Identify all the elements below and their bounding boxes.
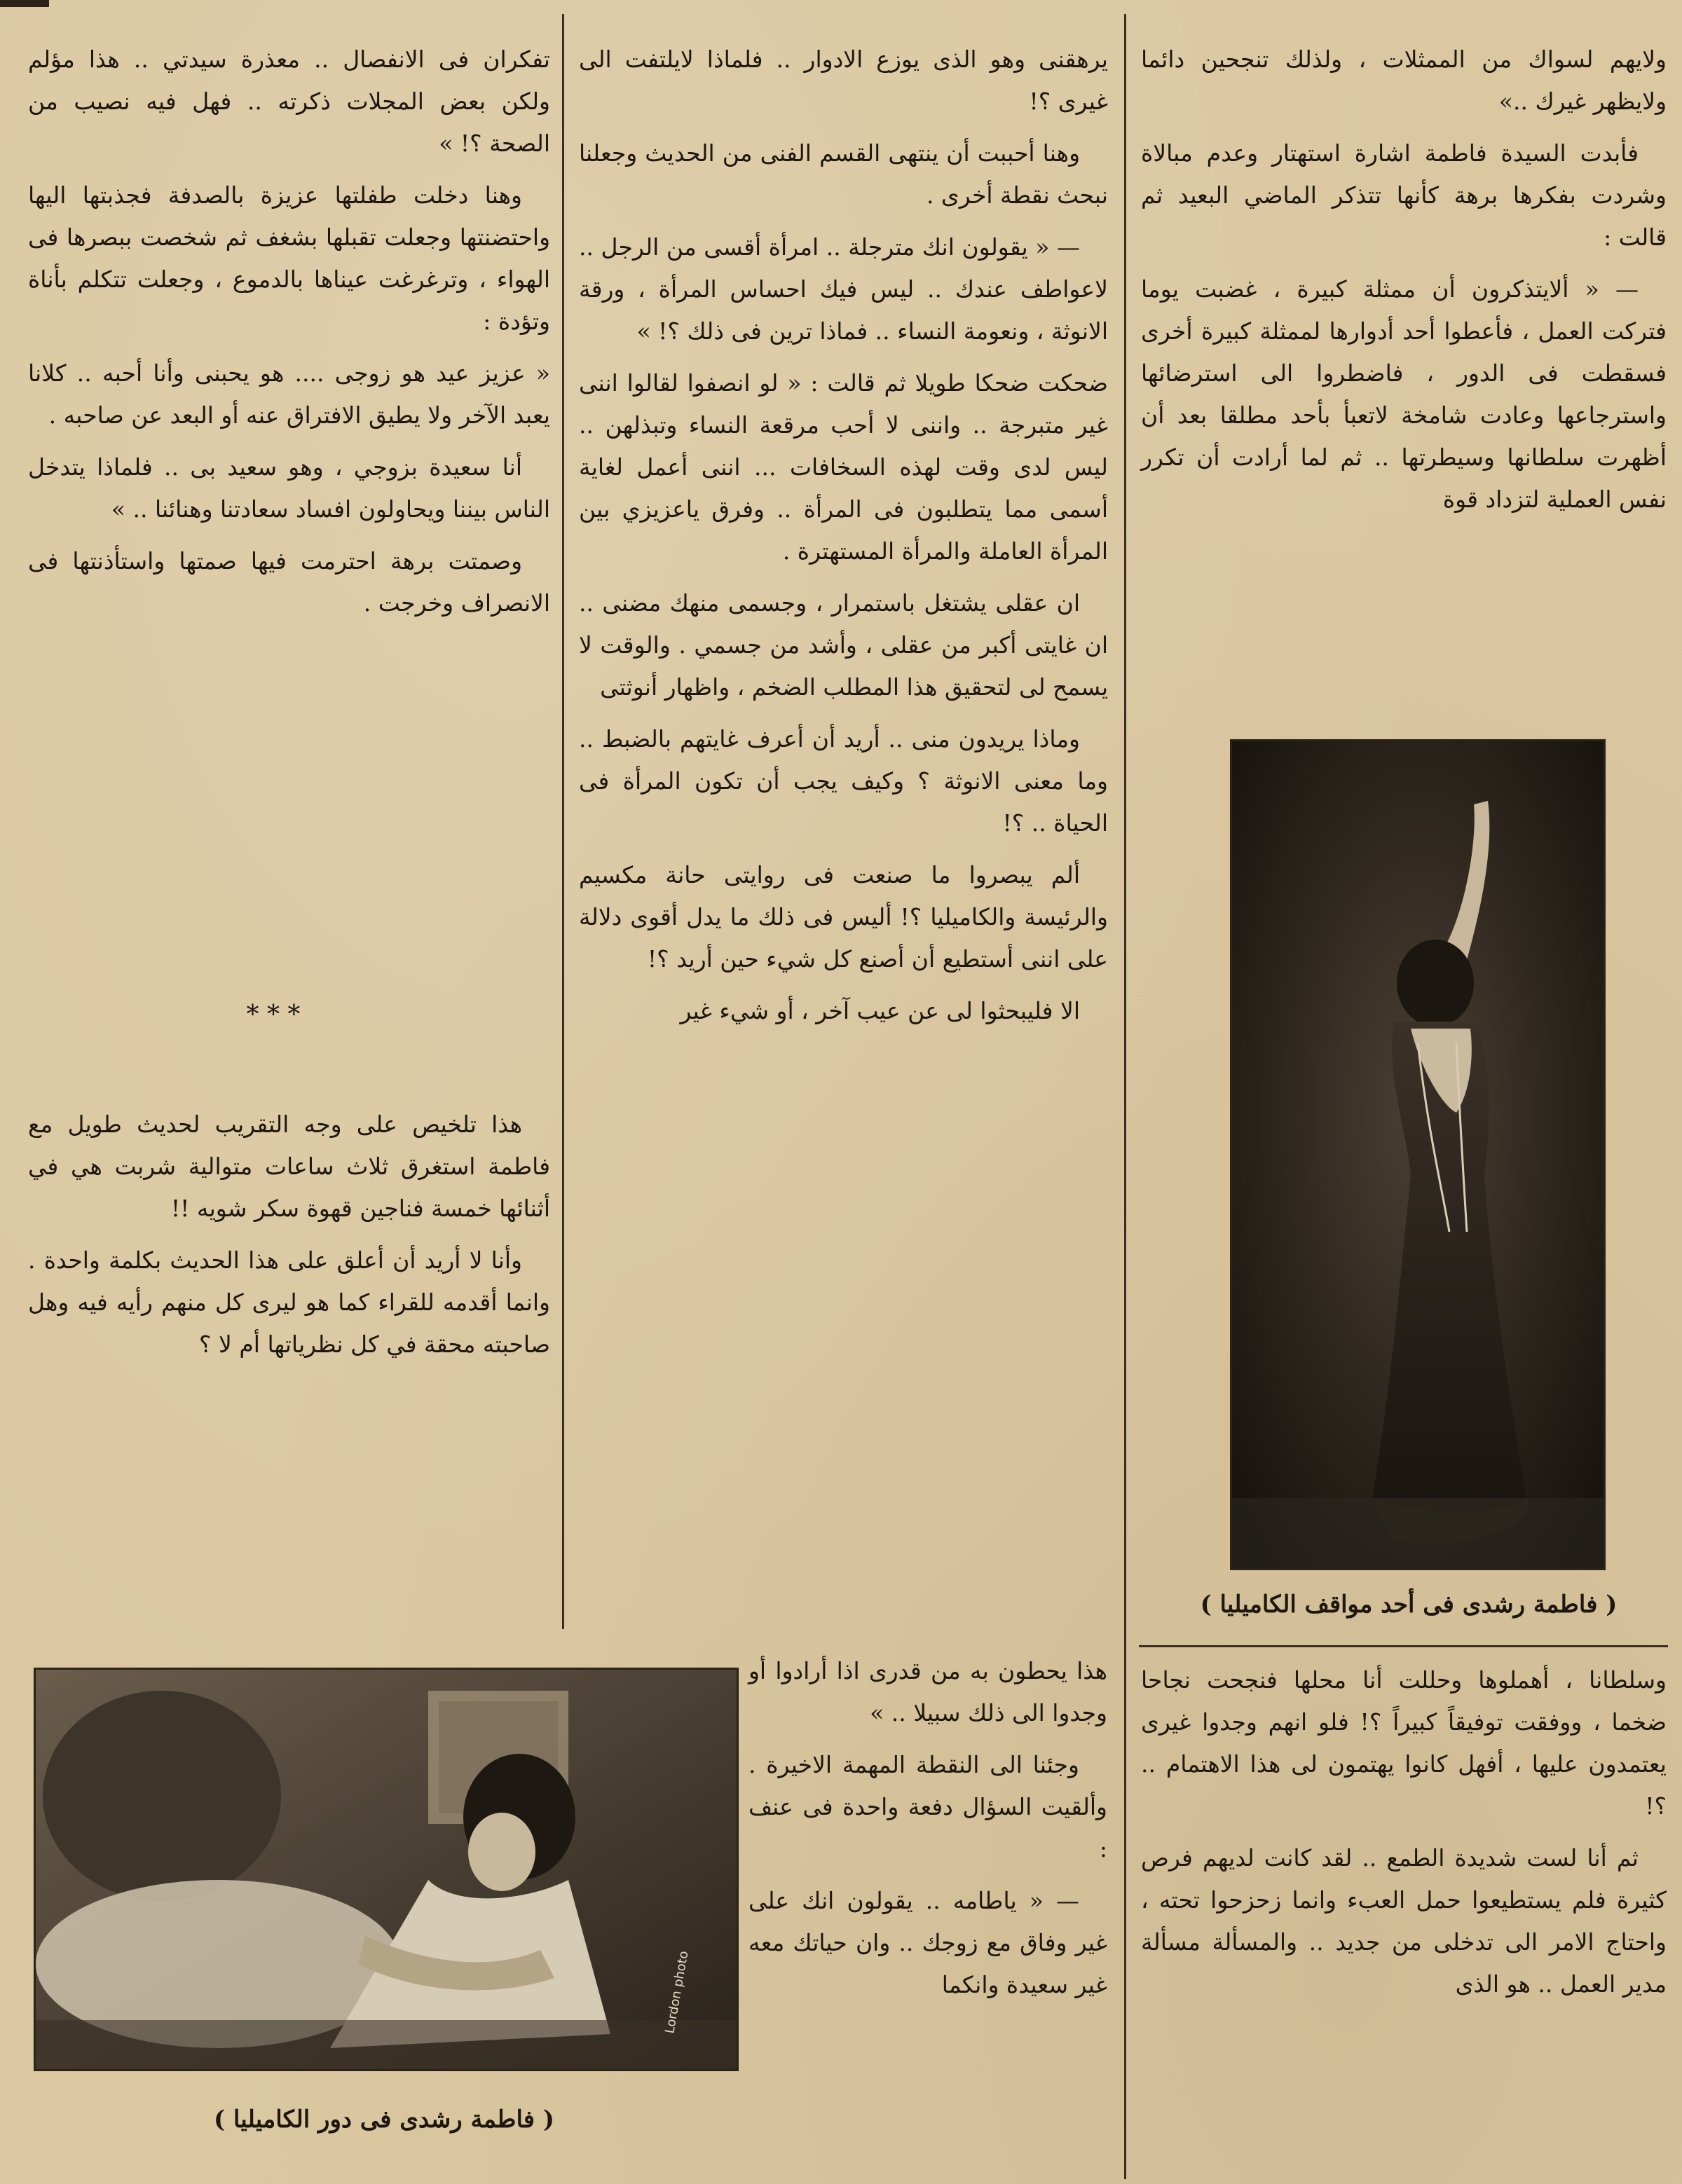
column-middle-bottom: [748, 1650, 1107, 2016]
paragraph: وجئنا الى النقطة المهمة الاخيرة . وألقيت السؤال دفعة واحدة فى عنف :: [748, 1751, 1107, 1862]
paragraph: أنا سعيدة بزوجي ، وهو سعيد بى .. فلماذا يتدخل الناس بيننا ويحاولون افساد سعادتنا وهنائنا .. »: [28, 453, 550, 523]
paragraph: وأنا لا أريد أن أعلق على هذا الحديث بكلمة واحدة . وانما أقدمه للقراء كما هو ليرى كل منهم رأيه فيه وهل صاحبته محقة في كل نظرياتها أم لا ؟: [28, 1246, 550, 1358]
photo-image: [1232, 741, 1604, 1568]
rule-under-photo-caption: [1139, 1645, 1668, 1647]
photo-camellia-scene: [1230, 739, 1606, 1570]
paragraph: ضحكت ضحكا طويلا ثم قالت : « لو انصفوا لقالوا اننى غير متبرجة .. واننى لا أحب مرقعة النساء وتبذلهن .. ليس لدى وقت لهذه السخافات ... اننى أعمل لغاية أسمى مما يتطلبون فى المرأة .. وفرق ياعزيزي بين المرأة العاملة والمرأة المستهترة .: [579, 369, 1108, 565]
paragraph: ان عقلى يشتغل باستمرار ، وجسمى منهك مضنى .. ان غايتى أكبر من عقلى ، وأشد من جسمي . والوقت لا يسمح لى لتحقيق هذا المطلب الضخم ، واظهار أنوثتى: [579, 589, 1108, 701]
paragraph: الا فليبحثوا لى عن عيب آخر ، أو شيء غير: [680, 997, 1080, 1024]
photo-caption-left: ( فاطمة رشدى فى دور الكاميليا ): [214, 2106, 554, 2134]
photo-caption-right: ( فاطمة رشدى فى أحد مواقف الكاميليا ): [1200, 1591, 1618, 1619]
page-edge-mark: [0, 0, 49, 7]
paragraph: وهنا دخلت طفلتها عزيزة بالصدفة فجذبتها اليها واحتضنتها وجعلت تقبلها بشغف ثم شخصت ببصرها فى الهواء ، وترغرغت عيناها بالدموع ، وجعلت تتكلم بأناة وتؤدة :: [28, 181, 550, 335]
paragraph: تفكران فى الانفصال .. معذرة سيدتي .. هذا مؤلم ولكن بعض المجلات ذكرته .. فهل فيه نصيب من الصحة ؟! »: [28, 46, 550, 157]
paragraph: وماذا يريدون منى .. أريد أن أعرف غايتهم بالضبط .. وما معنى الانوثة ؟ وكيف يجب أن تكون المرأة فى الحياة .. ؟!: [579, 725, 1108, 837]
paragraph: ثم أنا لست شديدة الطمع .. لقد كانت لديهم فرص كثيرة فلم يستطيعوا حمل العبء وانما زحزحوا تحته ، واحتاج الامر الى تدخلى من جديد .. والمسألة مسألة مدير العمل .. هو الذى: [1141, 1844, 1667, 1998]
column-middle-top: [579, 39, 1108, 1042]
paragraph: وصمتت برهة احترمت فيها صمتها واستأذنتها فى الانصراف وخرجت .: [28, 547, 550, 617]
column-left: [28, 39, 550, 634]
paragraph: هذا يحطون به من قدرى اذا أرادوا أو وجدوا الى ذلك سبيلا .. »: [748, 1657, 1107, 1726]
column-rule-right: [1124, 14, 1126, 2179]
photo-image: [36, 1670, 737, 2069]
paragraph: وسلطانا ، أهملوها وحللت أنا محلها فنجحت نجاحا ضخما ، ووفقت توفيقاً كبيراً ؟! فلو انهم وجدوا غيرى يعتمدون عليها ، أفهل كانوا يهتمون لى هذا الاهتمام .. ؟!: [1141, 1666, 1667, 1820]
paragraph: ولايهم لسواك من الممثلات ، ولذلك تنجحين دائما ولايظهر غيرك ..»: [1141, 46, 1667, 115]
paragraph: هذا تلخيص على وجه التقريب لحديث طويل مع فاطمة استغرق ثلاث ساعات متوالية شربت هي في أثنائها خمسة فناجين قهوة سكر شويه !!: [28, 1111, 550, 1222]
section-separator-stars: * * *: [246, 1001, 301, 1029]
column-right-top: [1141, 39, 1667, 530]
photographer-signature: Lordon photo: [662, 1949, 692, 2035]
paragraph: ألم يبصروا ما صنعت فى روايتى حانة مكسيم والرئيسة والكاميليا ؟! أليس فى ذلك ما يدل أقوى دلالة على اننى أستطيع أن أصنع كل شيء حين أريد ؟!: [579, 861, 1108, 973]
paragraph: وهنا أحببت أن ينتهى القسم الفنى من الحديث وجعلنا نبحث نقطة أخرى .: [579, 139, 1108, 209]
paragraph: فأبدت السيدة فاطمة اشارة استهتار وعدم مبالاة وشردت بفكرها برهة كأنها تتذكر الماضي البعيد ثم قالت :: [1141, 139, 1667, 251]
column-rule-left: [562, 14, 564, 1629]
paragraph: « عزيز عيد هو زوجى .... هو يحبنى وأنا أحبه .. كلانا يعبد الآخر ولا يطيق الافتراق عنه أو البعد عن صاحبه .: [28, 359, 550, 429]
paragraph: يرهقنى وهو الذى يوزع الادوار .. فلماذا لايلتفت الى غيرى ؟!: [579, 46, 1108, 115]
column-left-lower: [28, 1104, 550, 1375]
photo-camellia-role: [34, 1668, 739, 2071]
paragraph: — « ألايتذكرون أن ممثلة كبيرة ، غضبت يوما فتركت العمل ، فأعطوا أحد أدوارها لممثلة كبيرة أخرى فسقطت فى الدور ، فاضطروا الى استرضائها واسترجاعها وعادت شامخة لاتعبأ بأحد مطلقا بعد أن أظهرت سلطانها وسيطرتها .. ثم لما أرادت أن تكرر نفس العملية لتزداد قوة: [1141, 275, 1667, 513]
paragraph: — « ياطامه .. يقولون انك على غير وفاق مع زوجك .. وان حياتك معه غير سعيدة وانكما: [748, 1887, 1107, 1998]
column-right-bottom: [1141, 1659, 1667, 2015]
paragraph: — « يقولون انك مترجلة .. امرأة أقسى من الرجل .. لاعواطف عندك .. ليس فيك احساس المرأة ، ورقة الانوثة ، ونعومة النساء .. فماذا ترين فى ذلك ؟! »: [579, 233, 1108, 345]
